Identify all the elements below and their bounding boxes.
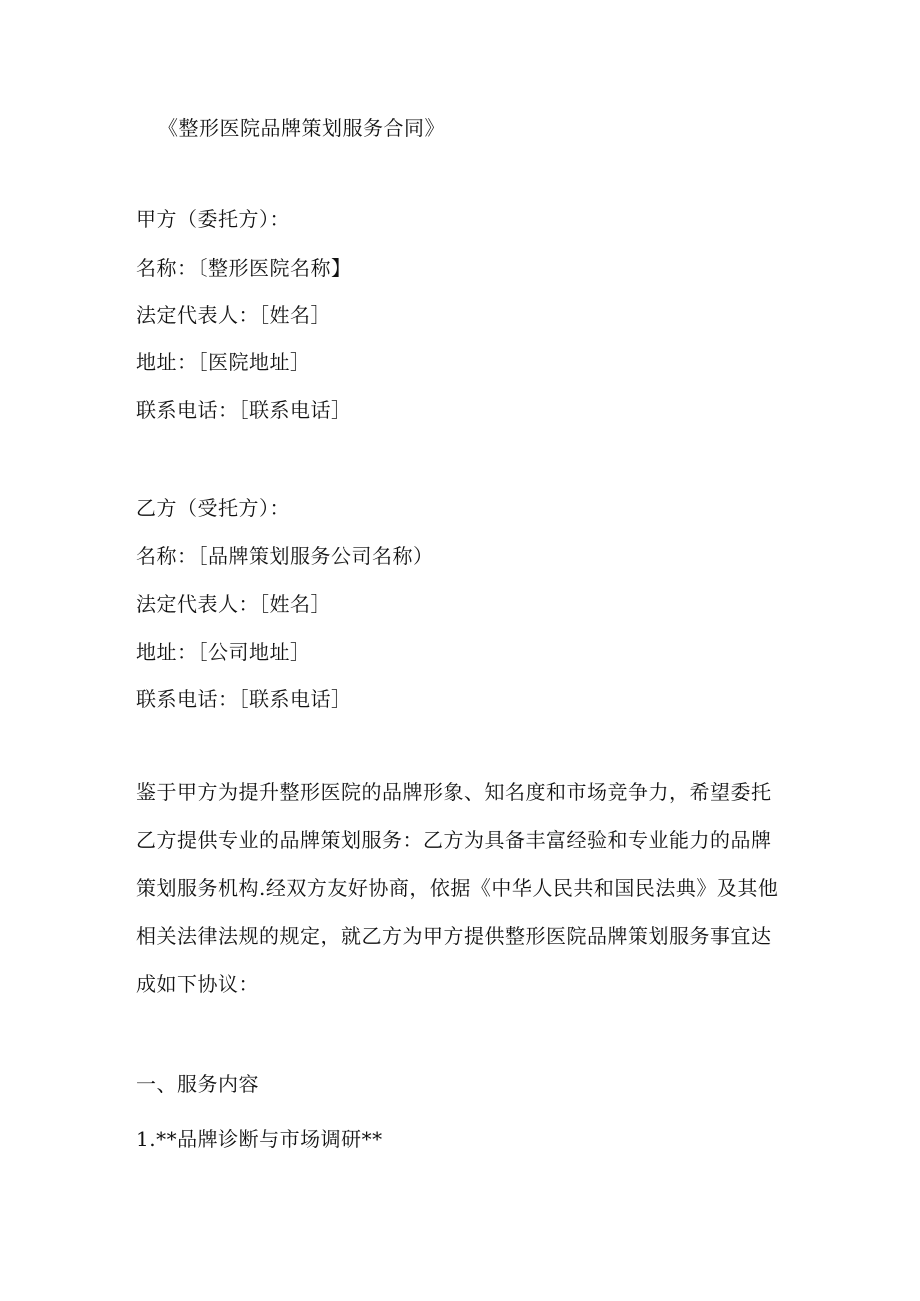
preamble-line: 鉴于甲方为提升整形医院的品牌形象、知名度和市场竞争力，希望委托 <box>136 780 772 804</box>
party-b-address: 地址：［公司地址］ <box>136 640 311 664</box>
preamble-paragraph <box>136 780 786 1020</box>
preamble-line: 乙方提供专业的品牌策划服务：乙方为具备丰富经验和专业能力的品牌 <box>136 828 772 852</box>
section-heading-service-content: 一、服务内容 <box>136 1072 259 1096</box>
preamble-line: 策划服务机构.经双方友好协商，依据《中华人民共和国民法典》及其他 <box>136 876 779 900</box>
party-a-address: 地址：［医院地址］ <box>136 350 311 374</box>
party-a-representative: 法定代表人：［姓名］ <box>136 303 331 327</box>
party-a-name: 名称：〔整形医院名称】 <box>136 256 352 280</box>
preamble-line: 相关法律法规的规定，就乙方为甲方提供整形医院品牌策划服务事宜达 <box>136 924 772 948</box>
party-b-heading: 乙方（受托方）： <box>136 496 290 520</box>
section-item-brand-diagnosis: 1.**品牌诊断与市场调研** <box>136 1127 383 1151</box>
contract-title: 《整形医院品牌策划服务合同》 <box>158 116 445 140</box>
party-b-representative: 法定代表人：［姓名］ <box>136 592 331 616</box>
party-b-phone: 联系电话：［联系电话］ <box>136 687 352 711</box>
party-a-phone: 联系电话：［联系电话］ <box>136 398 352 422</box>
preamble-line: 成如下协议： <box>136 972 259 996</box>
party-b-name: 名称：［品牌策划服务公司名称） <box>136 544 434 568</box>
party-a-heading: 甲方（委托方）： <box>136 207 290 231</box>
